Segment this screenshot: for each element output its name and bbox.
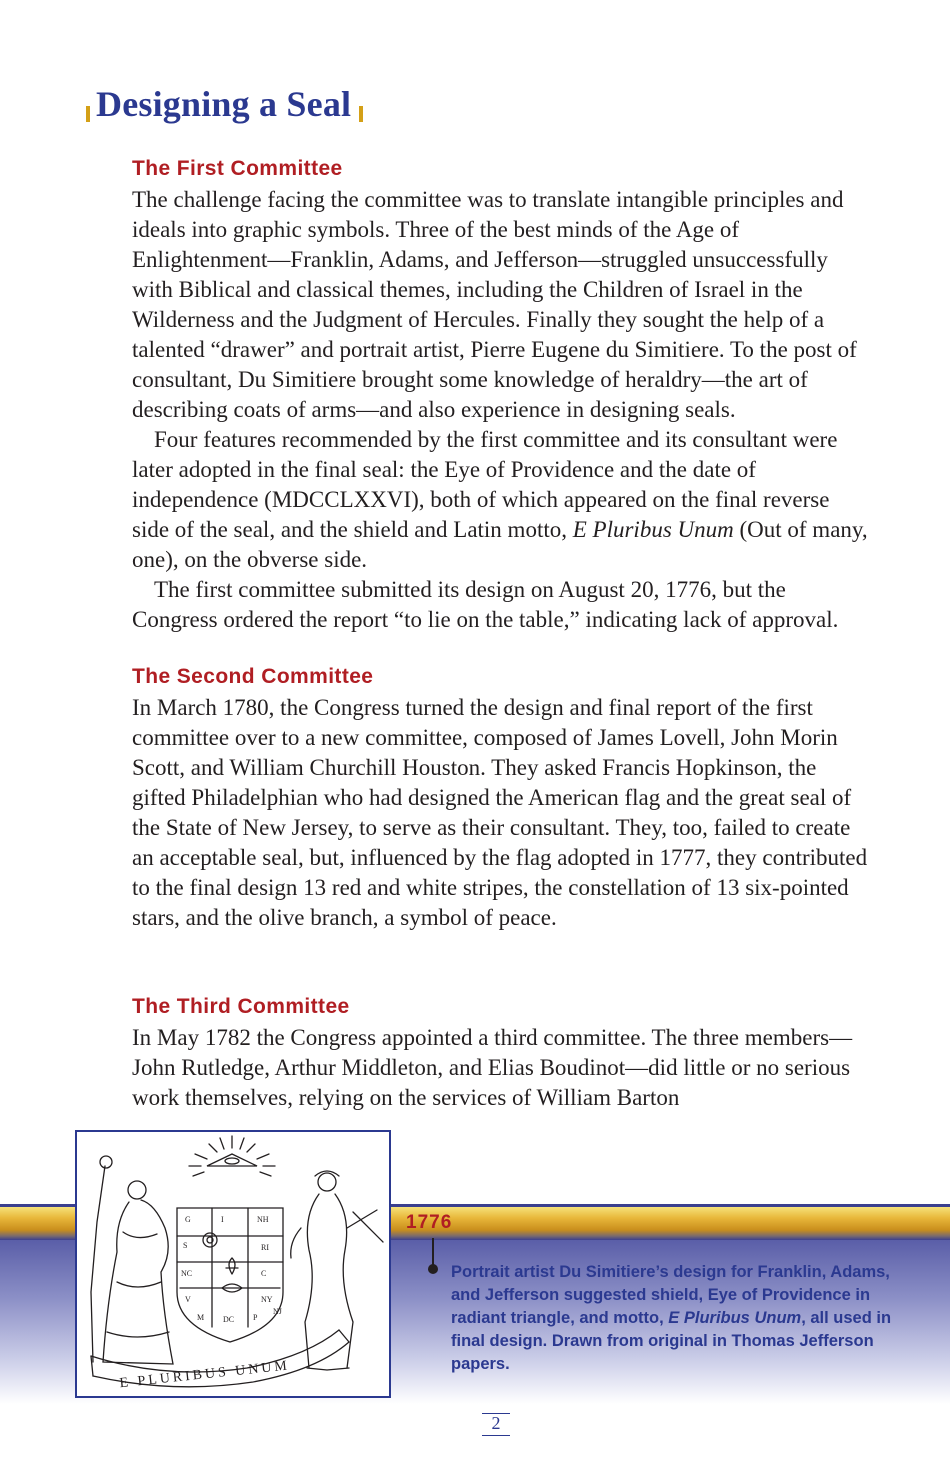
shield-label: NJ [273, 1307, 282, 1316]
page-number: 2 [491, 1413, 501, 1433]
shield-label: C [261, 1269, 267, 1278]
section-heading: The Third Committee [132, 995, 350, 1018]
section-first-committee [132, 156, 872, 635]
shield-label: I [221, 1215, 224, 1224]
section-body [132, 1023, 872, 1113]
caption-motto: E Pluribus Unum [668, 1309, 802, 1327]
paragraph: In March 1780, the Congress turned the design and final report of the first committee over to a new committee, composed of James Lovell, John Morin Scott, and William Churchill Houston. They asked Francis Hopkinson, the gifted Philadelphian who had designed the American flag and the great seal of the State of New Jersey, to serve as their consultant. They, too, failed to create an acceptable seal, but, influenced by the flag adopted in 1777, they contributed to the final design 13 red and white stripes, the constellation of 13 six-pointed stars, and the olive branch, a symbol of peace. [132, 695, 868, 930]
shield-label: G [185, 1215, 191, 1224]
section-second-committee [132, 664, 872, 933]
page-number-rule-bottom [482, 1435, 510, 1436]
title-bracket-left [86, 106, 90, 122]
section-body [132, 693, 872, 933]
seal-motto-text: E PLURIBUS UNUM [118, 1358, 291, 1392]
paragraph [132, 425, 872, 575]
title-block [86, 82, 351, 126]
shield-label: V [185, 1295, 191, 1304]
section-heading: The Second Committee [132, 665, 374, 688]
eye-of-providence-icon [189, 1136, 275, 1176]
shield-label: NY [261, 1295, 273, 1304]
title-bracket-right [359, 106, 363, 122]
soldier-figure-icon [291, 1171, 383, 1370]
paragraph-text: Four features recommended by the first committee and its consultant were later adopted in the final seal: the Eye of Providence and the date of independence (MDCCLXXVI), both of which appeared on the final reverse side of the seal, and the shield and Latin motto, [132, 427, 838, 542]
latin-motto: E Pluribus Unum [572, 517, 734, 542]
shield-label: NC [181, 1269, 193, 1278]
paragraph: The first committee submitted its design on August 20, 1776, but the Congress ordered the report “to lie on the table,” indicating lack of approval. [132, 577, 839, 632]
caption-text: Portrait artist Du Simitiere’s design for Franklin, Adams, and Jefferson suggested shield, Eye of Providence in radiant triangle, and motto, [451, 1263, 890, 1327]
section-body [132, 185, 872, 635]
paragraph: The challenge facing the committee was to translate intangible principles and ideals into graphic symbols. Three of the best minds of the Age of Enlightenment—Franklin, Adams, and Jefferson—struggled unsuccessfully with Biblical and classical themes, including the Children of Israel in the Wilderness and the Judgment of Hercules. Finally they sought the help of a talented “drawer” and portrait artist, Pierre Eugene du Simitiere. To the post of consultant, Du Simitiere brought some knowledge of heraldry—the art of describing coats of arms—and also experience in designing seals. [132, 187, 857, 422]
section-third-committee [132, 994, 872, 1113]
shield-label: P [253, 1313, 258, 1322]
seal-sketch-drawing [77, 1132, 389, 1396]
shield-label: M [197, 1313, 205, 1322]
timeline-dot [428, 1264, 438, 1274]
timeline-year: 1776 [406, 1212, 453, 1233]
shield-label: NH [257, 1215, 269, 1224]
liberty-figure-icon [91, 1156, 173, 1364]
shield-label: DC [223, 1315, 235, 1324]
paragraph-text: (Out of many, one), on the obverse side. [132, 517, 868, 572]
figure-caption [451, 1261, 901, 1376]
paragraph: In May 1782 the Congress appointed a third committee. The three members—John Rutledge, Arthur Middleton, and Elias Boudinot—did little or no serious work themselves, relying on the services of William Barton [132, 1025, 853, 1110]
page-title: Designing a Seal [96, 84, 352, 124]
section-heading: The First Committee [132, 157, 343, 180]
seal-sketch-figure [75, 1130, 391, 1398]
shield-state-labels [181, 1215, 282, 1324]
shield-label: RI [261, 1243, 269, 1252]
caption-text: , all used in final design. Drawn from original in Thomas Jefferson papers. [451, 1309, 892, 1373]
shield-label: S [183, 1241, 188, 1250]
